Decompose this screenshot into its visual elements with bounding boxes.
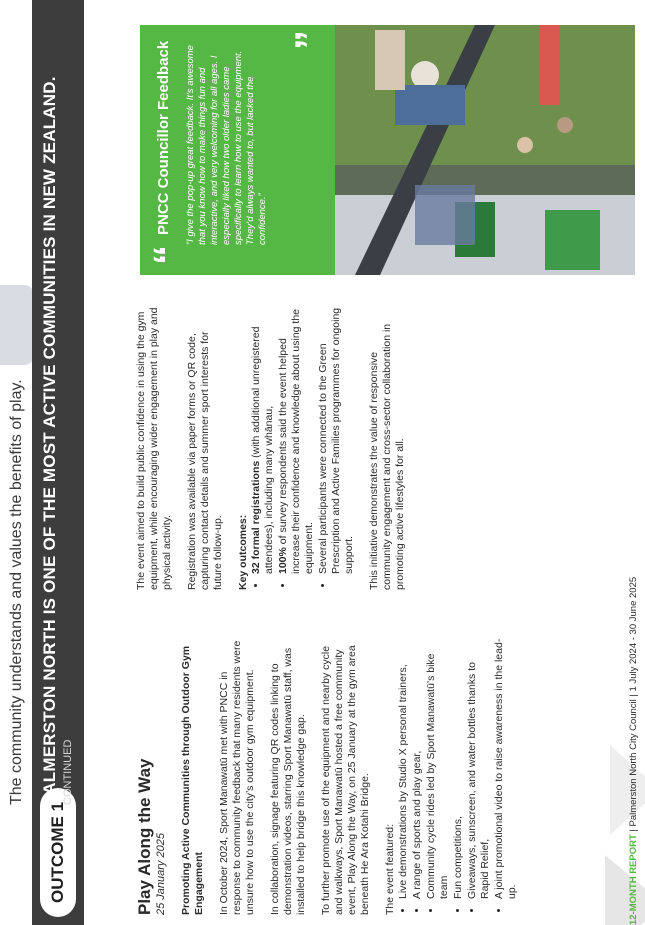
article-date: 25 January 2025 [155, 833, 167, 915]
article-paragraph: In collaboration, signage featuring QR codes linking to demonstration videos, starring Sport Manawatū staff, was installed to help bridge this knowledge gap. [269, 647, 307, 915]
featured-list [397, 635, 519, 915]
list-item [317, 305, 356, 574]
footer-text: | Palmerston North City Council | 1 July 2024 - 30 June 2025 [628, 576, 639, 835]
list-item: • A range of sports and play gear, [411, 635, 424, 899]
outcome-bold: 100% [277, 547, 289, 574]
article-closing: This initiative demonstrates the value of responsive community engagement and cross-sector collaboration in promoting active lifestyles for all. [368, 323, 406, 590]
decorative-chevron [605, 855, 645, 925]
close-quote-icon: ” [288, 30, 332, 50]
article-paragraph: In October 2024, Sport Manawatū met with PNCC in response to community feedback that many residents were unsure how to use the city’s outdoor gym equipment. [218, 640, 256, 915]
outcome-text: (with additional unregistered attendees), including many whānau, [250, 326, 275, 574]
subtitle-tab [0, 285, 34, 365]
quote-title: PNCC Councillor Feedback [155, 40, 172, 235]
councillor-quote-box [140, 25, 335, 275]
article-paragraph: Registration was available via paper forms or QR code, capturing contact details and summer sport interests for future follow-up. [186, 331, 224, 590]
quote-text: “I give the pop-up great feedback. It’s awesome that you know how to make things fun and interactive, and very welcoming for all ages. I especially liked how two older ladies came specifically to learn how to use the equipment. They’d always wanted to, but lacked the confidence.” [185, 45, 268, 245]
featured-intro: The event featured: [384, 823, 396, 915]
list-item [250, 305, 276, 574]
event-photo [335, 25, 635, 275]
outcome-text: of survey respondents said the event helped increase their confidence and knowledge about using the equipment. [277, 308, 315, 574]
page-footer [628, 577, 639, 925]
article-subheading: Promoting Active Communities through Outdoor Gym Engagement [180, 645, 205, 915]
outcome-label: OUTCOME 1 [40, 788, 76, 917]
list-item: • A joint promotional video to raise awareness in the lead-up. [493, 635, 519, 899]
article-paragraph: The event aimed to build public confidence in using the gym equipment, while encouraging wider engagement in play and physical activity. [135, 307, 173, 590]
footer-lead: 12-MONTH REPORT [628, 834, 639, 925]
continued-label: CONTINUED [62, 739, 74, 805]
article-paragraph: To further promote use of the equipment and nearby cycle and walkways, Sport Manawatū hosted a free community event, Play Along the Way, on 25 January at the gym area beneath He Ara Kotahi Bridge. [320, 645, 371, 915]
list-item: • Fun competitions, [452, 635, 465, 899]
list-item [277, 305, 316, 574]
list-item: • Live demonstrations by Studio X personal trainers, [397, 635, 410, 899]
open-quote-icon: “ [146, 245, 190, 265]
page-subtitle: The community understands and values the benefits of play. [8, 379, 25, 805]
outcomes-heading: Key outcomes: [237, 514, 249, 590]
outcomes-list [250, 305, 356, 590]
event-photo-illustration [335, 25, 635, 275]
outcome-banner [32, 0, 84, 925]
article-column-2 [135, 305, 419, 590]
outcome-bold: 32 formal registrations [250, 460, 262, 574]
list-item: • Giveaways, sunscreen, and water bottles thanks to Rapid Relief, [466, 635, 492, 899]
outcome-text: Several participants were connected to the Green Prescription and Active Families programmes for ongoing support. [317, 307, 355, 574]
article-column-1 [135, 635, 520, 915]
list-item: • Community cycle rides led by Sport Manawatū’s bike team [425, 635, 451, 899]
outcome-title: PALMERSTON NORTH IS ONE OF THE MOST ACTIVE COMMUNITIES IN NEW ZEALAND. [40, 76, 59, 805]
article-heading: Play Along the Way [135, 758, 154, 915]
